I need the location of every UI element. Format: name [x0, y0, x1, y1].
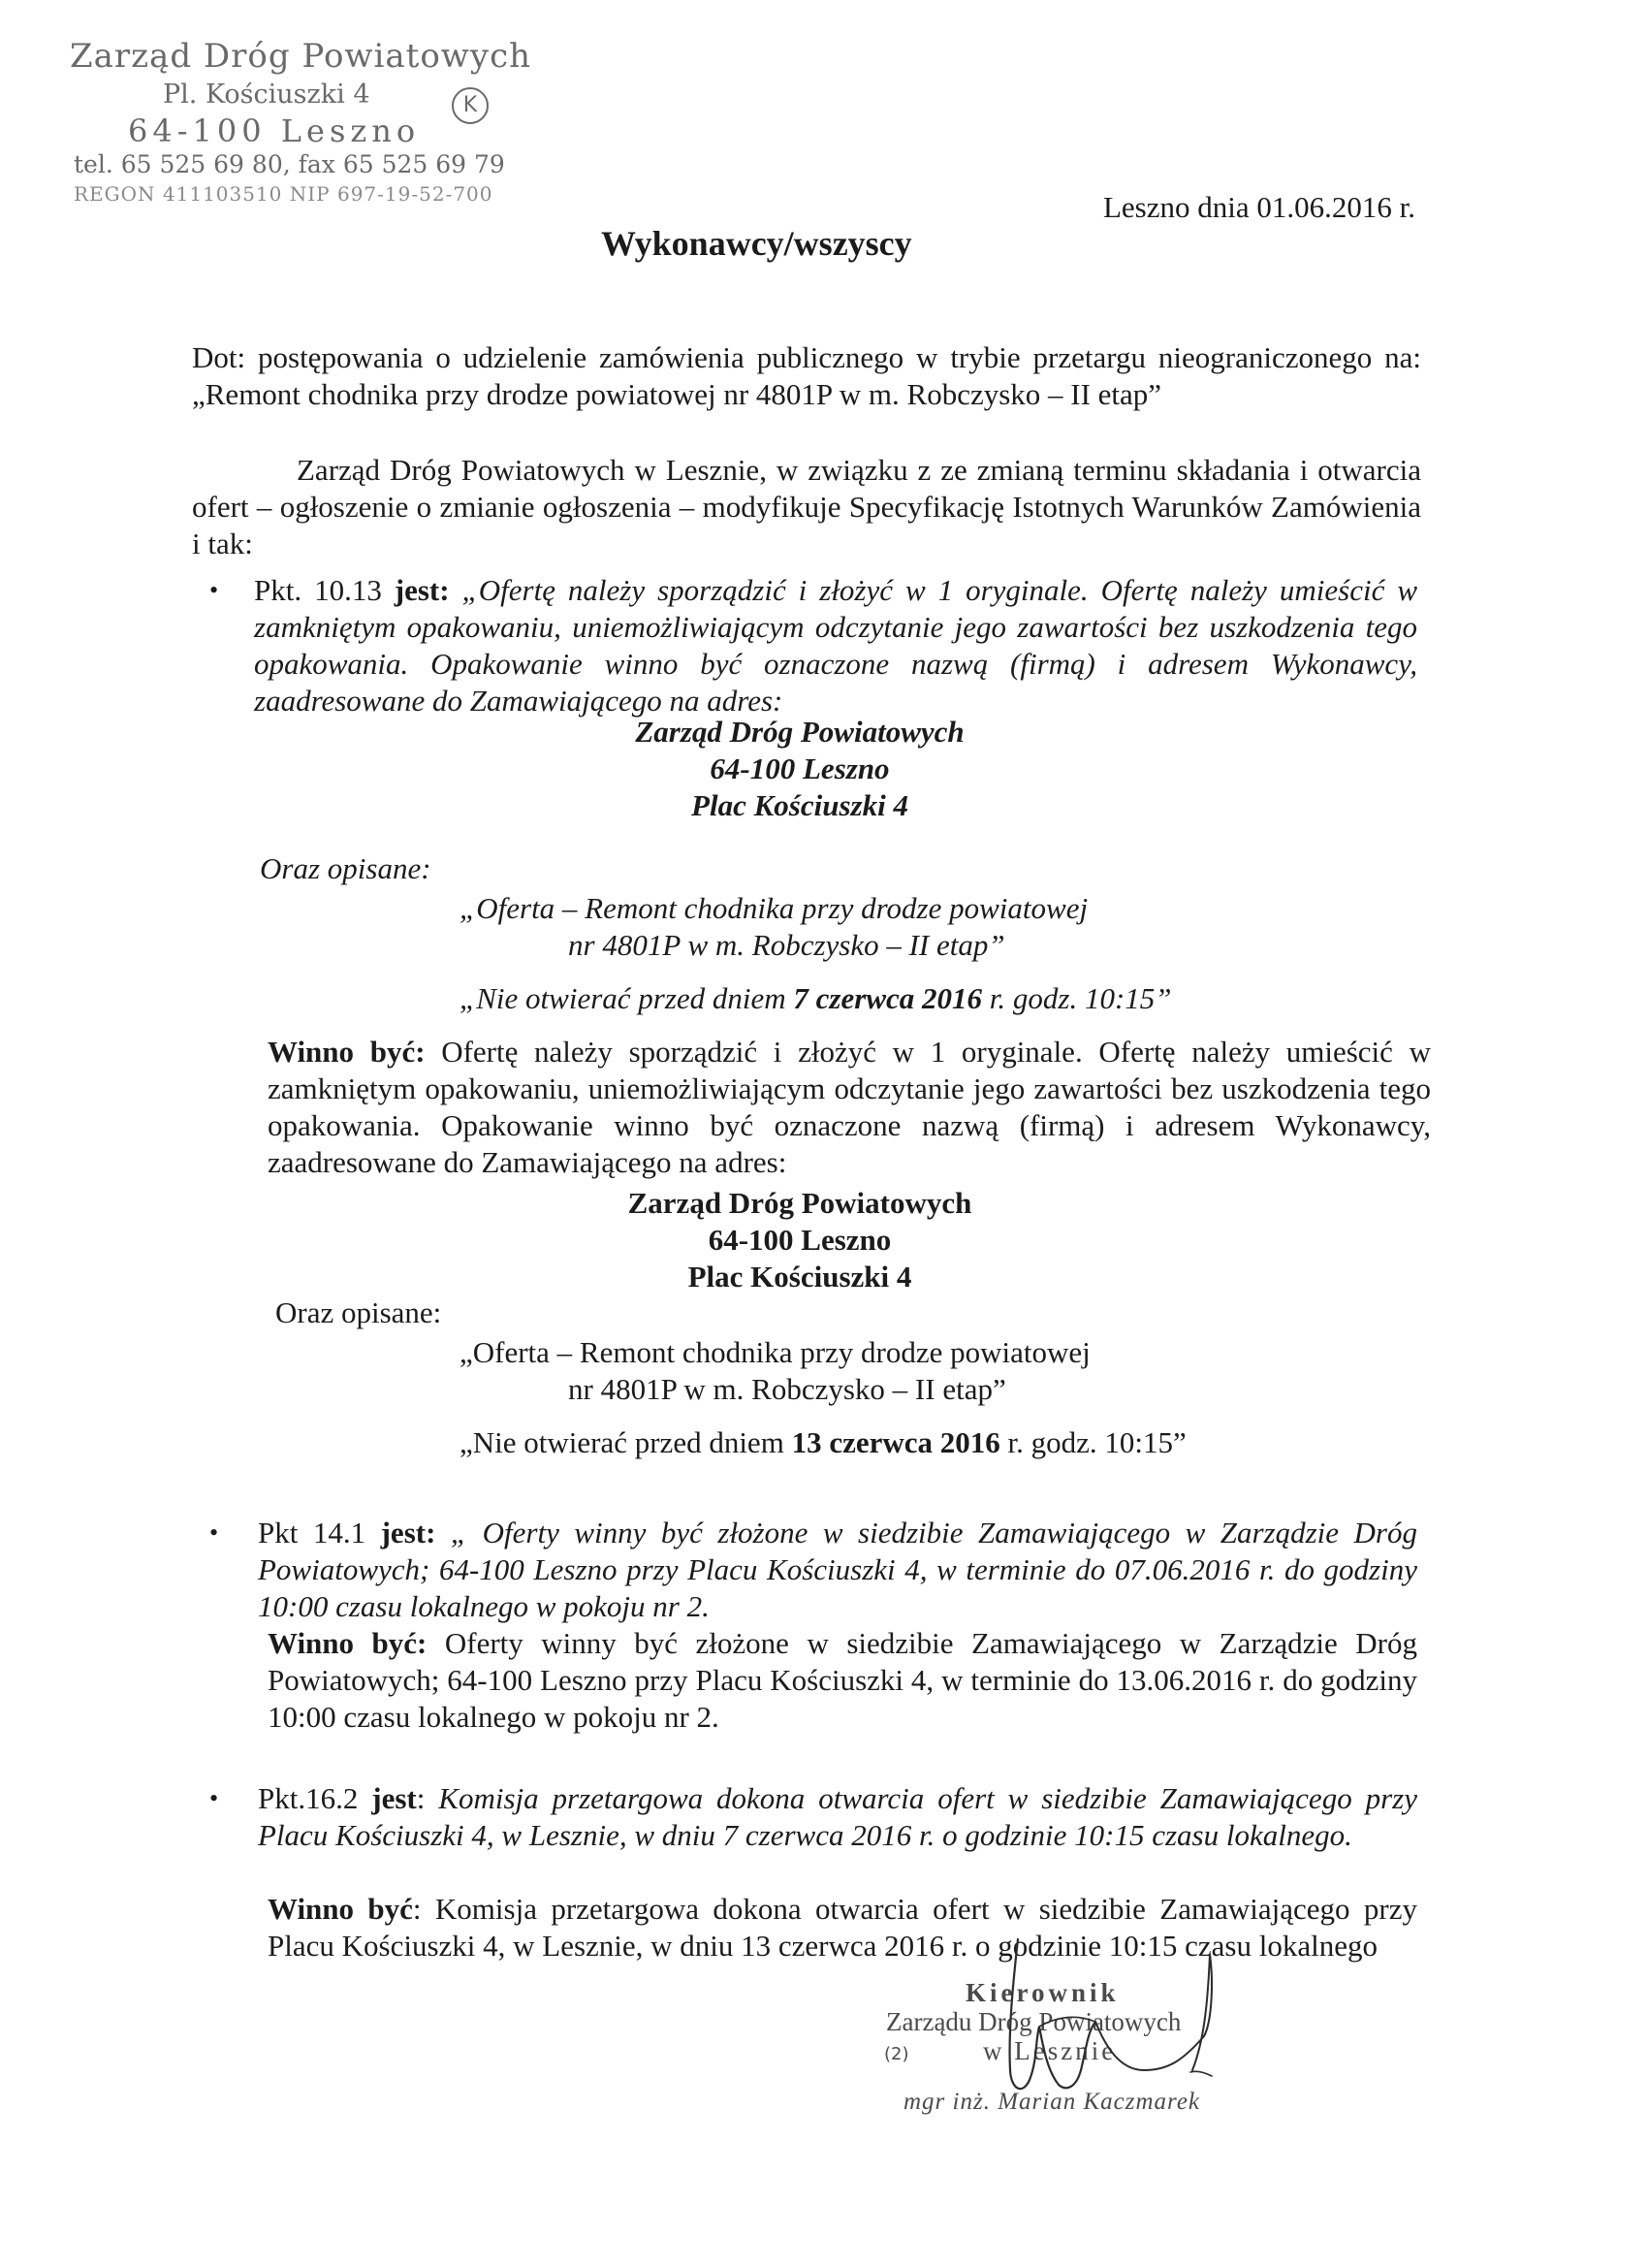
- item-number: Pkt. 10.13: [254, 573, 395, 607]
- do-not-open-date: 13 czerwca 2016: [791, 1425, 1000, 1459]
- jest-label: jest:: [380, 1516, 436, 1549]
- offer-line-2: nr 4801P w m. Robczysko – II etap”: [568, 928, 1005, 962]
- signature-place: w Lesznie: [983, 2036, 1117, 2065]
- address-name: Zarząd Dróg Powiatowych: [635, 715, 965, 749]
- offer-line-2: nr 4801P w m. Robczysko – II etap”: [568, 1372, 1006, 1406]
- jest-label: jest:: [394, 573, 450, 607]
- winno-label: Winno być: [268, 1892, 413, 1926]
- winno-label: Winno być:: [268, 1035, 426, 1069]
- recipients-heading: Wykonawcy/wszyscy: [601, 224, 912, 263]
- handwritten-signature-icon: [950, 1925, 1231, 2119]
- offer-line-1: „Oferta – Remont chodnika przy drodze powiatowej: [460, 1335, 1091, 1369]
- address-name: Zarząd Dróg Powiatowych: [627, 1186, 972, 1220]
- do-not-open-prefix: „Nie otwierać przed dniem: [460, 1425, 792, 1459]
- bullet-icon: •: [209, 1784, 219, 1812]
- item-10-13-winno: [268, 1034, 1431, 1181]
- winno-label: Winno być:: [268, 1626, 428, 1660]
- winno-text: Oferty winny być złożone w siedzibie Zamawiającego w Zarządzie Dróg Powiatowych; 64-100 Leszno przy Placu Kościuszki 4, w terminie do 13.06.2016 r. do godziny 10:00 czasu lokalnego w pokoju nr 2.: [268, 1626, 1418, 1734]
- intro-text: Zarząd Dróg Powiatowych w Lesznie, w związku z ze zmianą terminu składania i otwarcia ofert – ogłoszenie o zmianie ogłoszenia – modyfikuje Specyfikację Istotnych Warunków Zamówienia i tak:: [192, 453, 1421, 560]
- item-10-13-jest: [254, 572, 1417, 719]
- do-not-open-prefix: „Nie otwierać przed dniem: [460, 981, 794, 1015]
- bullet-icon: •: [209, 1518, 219, 1547]
- winno-do-not-open-note: [460, 1425, 1187, 1460]
- winno-offer-description: [460, 1334, 1091, 1408]
- bullet-icon: •: [209, 576, 219, 604]
- jest-label: jest: [371, 1781, 417, 1815]
- item-14-1-winno: [268, 1625, 1417, 1736]
- item-16-2-winno: [268, 1891, 1417, 1965]
- subject-paragraph: Dot: postępowania o udzielenie zamówienia publicznego w trybie przetargu nieograniczonego na: „Remont chodnika przy drodze powiatowej nr 4801P w m. Robczysko – II etap”: [192, 340, 1421, 411]
- jest-colon: :: [416, 1781, 426, 1815]
- item-number: Pkt 14.1: [258, 1516, 381, 1549]
- address-city: 64-100 Leszno: [708, 1223, 892, 1257]
- address-street: Plac Kościuszki 4: [691, 788, 908, 822]
- jest-text: „ Oferty winny być złożone w siedzibie Zamawiającego w Zarządzie Dróg Powiatowych; 64-100 Leszno przy Placu Kościuszki 4, w terminie do 07.06.2016 r. do godziny 10:00 czasu lokalnego w pokoju nr 2.: [258, 1516, 1417, 1623]
- signature-name: mgr inż. Marian Kaczmarek: [903, 2089, 1201, 2115]
- stamp-street: Pl. Kościuszki 4: [163, 80, 370, 110]
- offer-line-1: „Oferta – Remont chodnika przy drodze powiatowej: [460, 891, 1089, 925]
- item-number: Pkt.16.2: [258, 1781, 372, 1815]
- address-city: 64-100 Leszno: [710, 751, 890, 785]
- jest-address: [0, 714, 1600, 824]
- winno-text: : Komisja przetargowa dokona otwarcia ofert w siedzibie Zamawiającego przy Placu Kościuszki 4, w Lesznie, w dniu 13 czerwca 2016 r. o godzinie 10:15 czasu lokalnego: [268, 1892, 1417, 1963]
- stamp-regon-nip: REGON 411103510 NIP 697-19-52-700: [74, 182, 493, 206]
- jest-text: Komisja przetargowa dokona otwarcia ofert w siedzibie Zamawiającego przy Placu Kościuszki 4, w Lesznie, w dniu 7 czerwca 2016 r. o godzinie 10:15 czasu lokalnego.: [258, 1781, 1417, 1852]
- do-not-open-time: r. godz. 10:15”: [999, 1425, 1187, 1459]
- winno-oraz-opisane-label: Oraz opisane:: [275, 1295, 442, 1329]
- stamp-city: 64-100 Leszno: [128, 112, 421, 149]
- signature-number: (2): [884, 2044, 909, 2064]
- stamp-office-name: Zarząd Dróg Powiatowych: [70, 37, 532, 76]
- do-not-open-date: 7 czerwca 2016: [793, 981, 983, 1015]
- winno-text: Ofertę należy sporządzić i złożyć w 1 oryginale. Ofertę należy umieścić w zamkniętym opakowaniu, uniemożliwiającym odczytanie jego zawartości bez uszkodzenia tego opakowania. Opakowanie winno być oznaczone nazwą (firmą) i adresem Wykonawcy, zaadresowane do Zamawiającego na adres:: [268, 1035, 1431, 1179]
- oraz-opisane-label: Oraz opisane:: [260, 851, 431, 885]
- item-16-2-jest: [258, 1780, 1417, 1854]
- offer-description: [460, 890, 1088, 964]
- stamp-phone-fax: tel. 65 525 69 80, fax 65 525 69 79: [74, 150, 505, 178]
- signature-office: Zarządu Dróg Powiatowych: [886, 2007, 1182, 2036]
- do-not-open-time: r. godz. 10:15”: [982, 981, 1172, 1015]
- do-not-open-note: [460, 981, 1172, 1016]
- winno-address: [0, 1185, 1600, 1295]
- address-street: Plac Kościuszki 4: [687, 1260, 912, 1294]
- stamp-k-badge-icon: K: [452, 87, 489, 124]
- document-date: Leszno dnia 01.06.2016 r.: [1102, 190, 1415, 224]
- intro-paragraph: [192, 452, 1421, 562]
- jest-text: „Ofertę należy sporządzić i złożyć w 1 oryginale. Ofertę należy umieścić w zamkniętym opakowaniu, uniemożliwiającym odczytanie jego zawartości bez uszkodzenia tego opakowania. Opakowanie winno być oznaczone nazwą (firmą) i adresem Wykonawcy, zaadresowane do Zamawiającego na adres:: [254, 573, 1417, 718]
- signature-title: Kierownik: [966, 1978, 1120, 2007]
- item-14-1-jest: [258, 1515, 1417, 1625]
